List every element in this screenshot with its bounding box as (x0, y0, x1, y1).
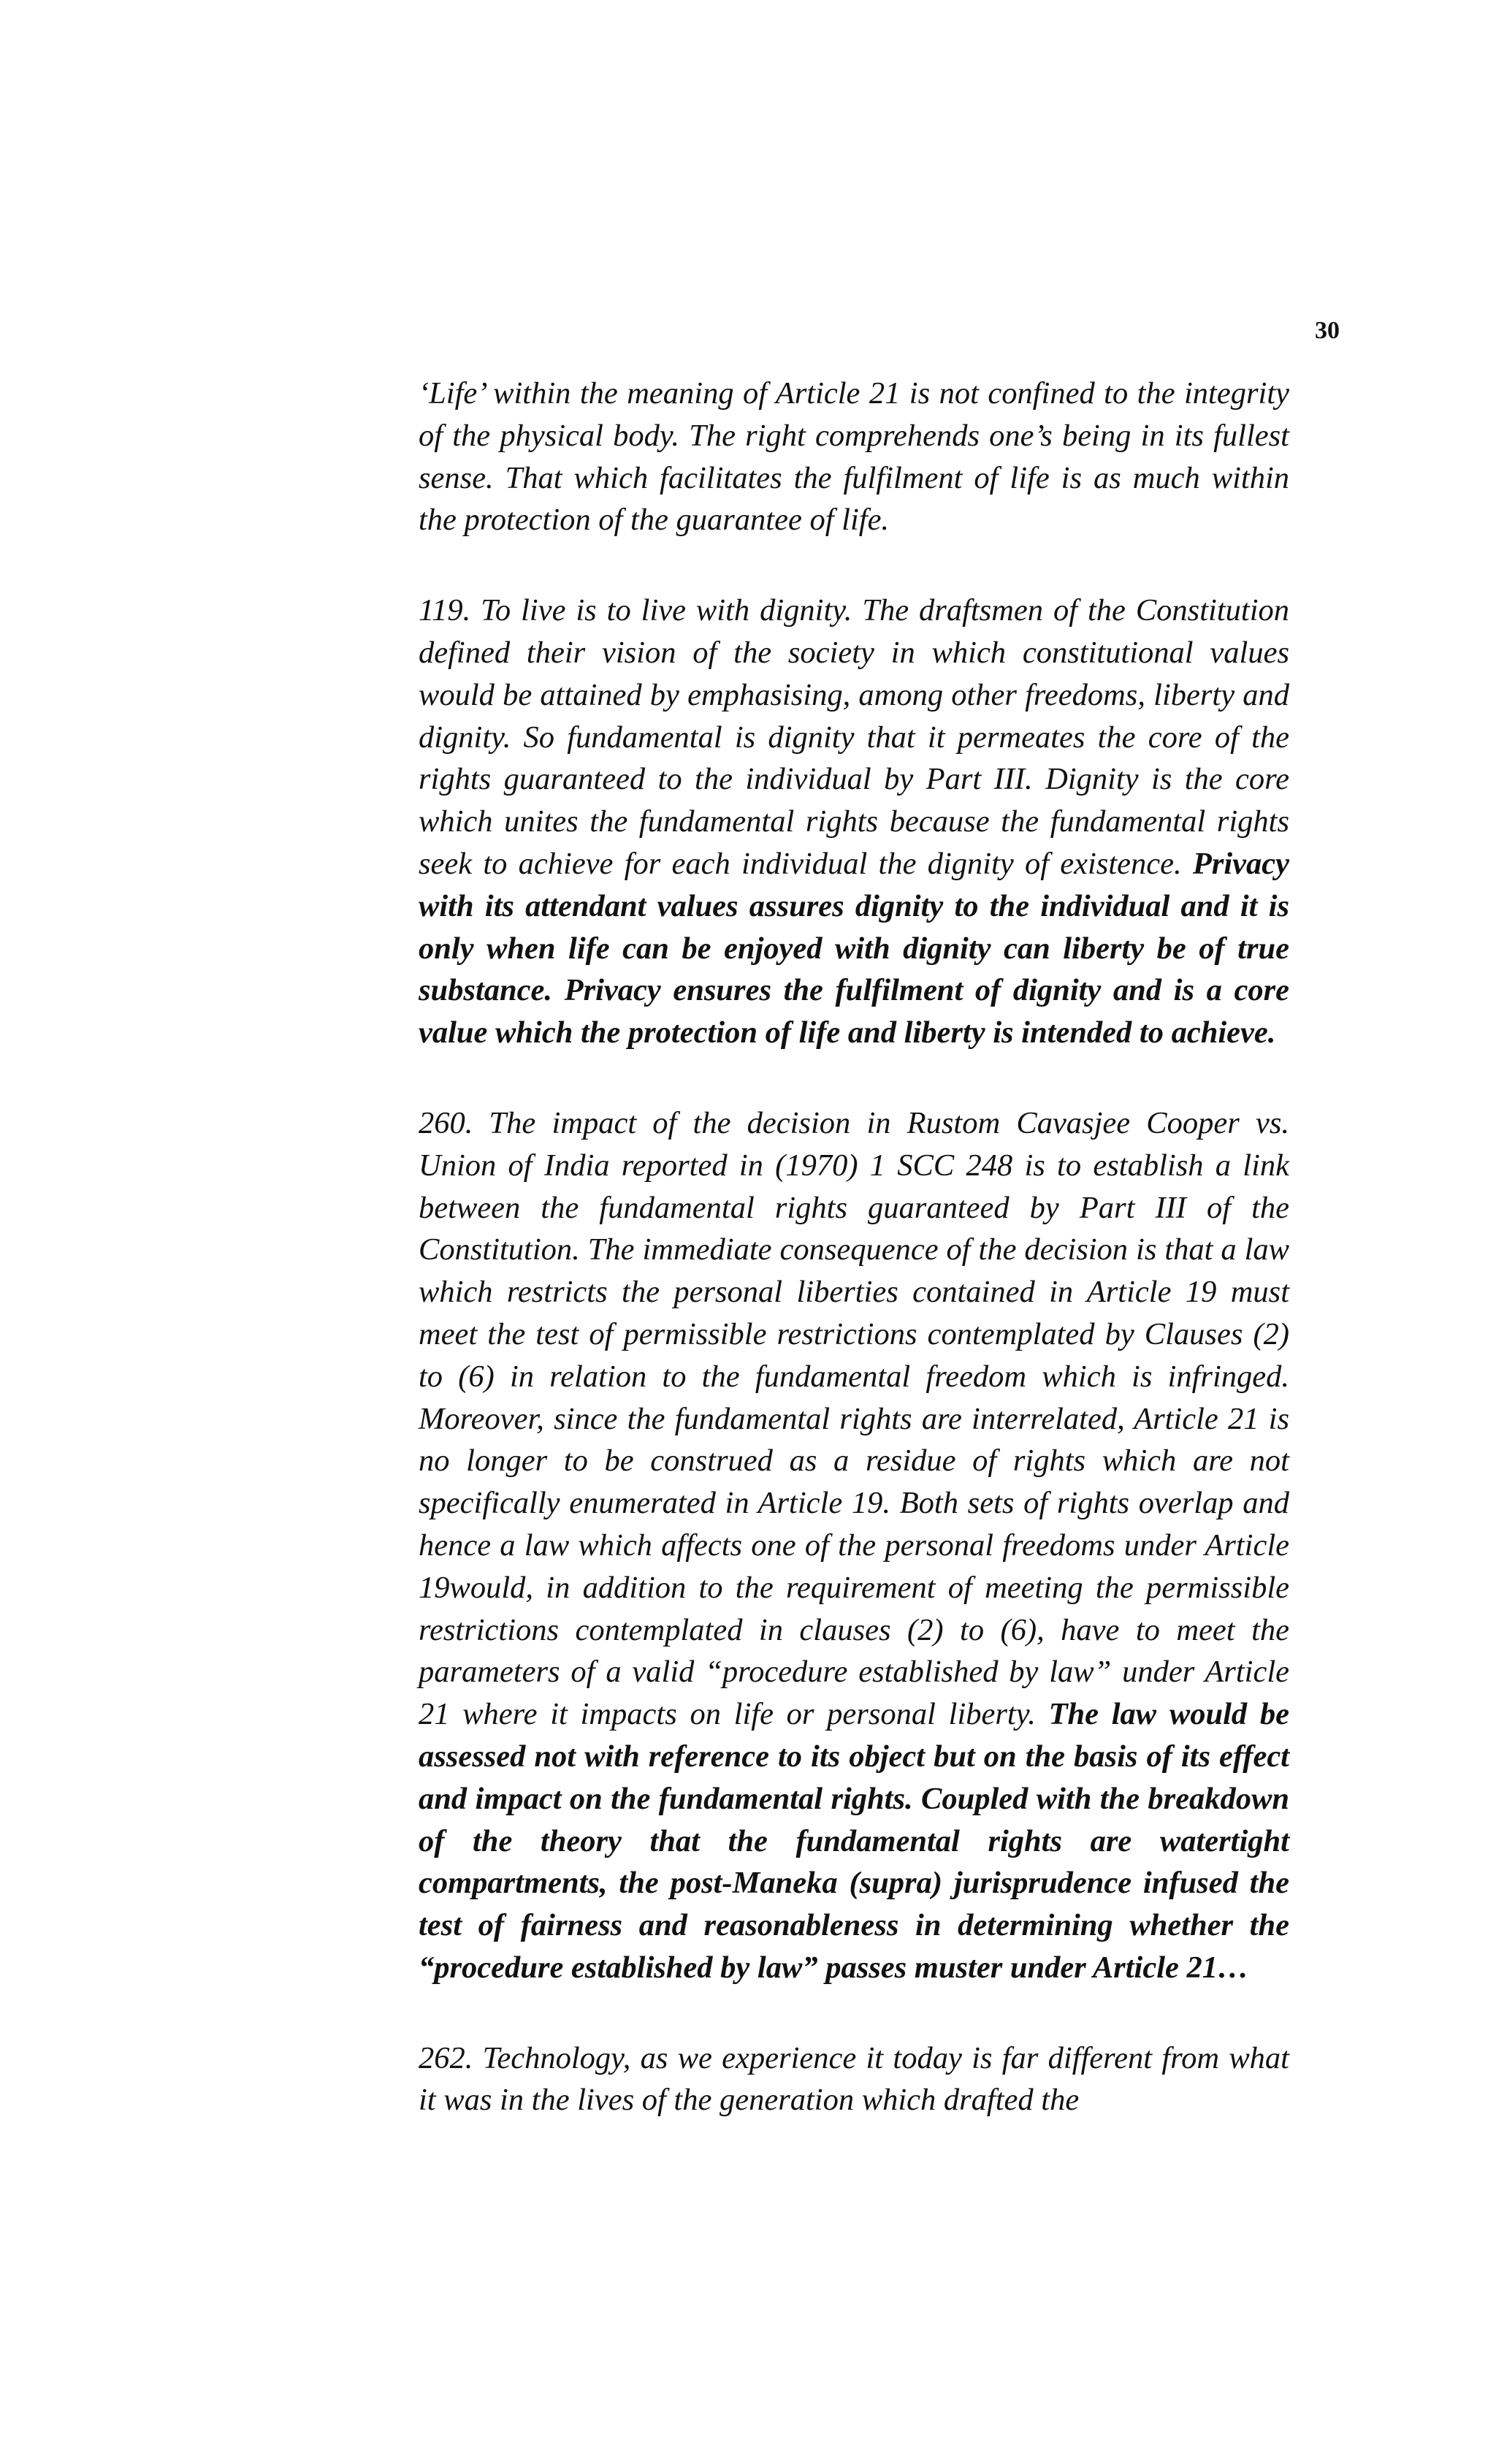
paragraph-262-technology (419, 2037, 1289, 2122)
paragraph-260-rustom-cavasjee-cooper (419, 1102, 1289, 1989)
paragraph-emphasis: Privacy with its attendant values assures dignity to the individual and it is only when life can be enjoyed with dignity can liberty be of true substance. Privacy ensures the fulfilment of dignity and is a core value which the protection of life and liberty is intended to achieve. (419, 846, 1289, 1050)
paragraph-text: 260. The impact of the decision in Rustom Cavasjee Cooper vs. Union of India reported in (1970) 1 SCC 248 is to establish a link between the fundamental rights guaranteed by Part III of the Constitution. The immediate consequence of the decision is that a law which restricts the personal liberties contained in Article 19 must meet the test of permissible restrictions contemplated by Clauses (2) to (6) in relation to the fundamental freedom which is infringed. Moreover, since the fundamental rights are interrelated, Article 21 is no longer to be construed as a residue of rights which are not specifically enumerated in Article 19. Both sets of rights overlap and hence a law which affects one of the personal freedoms under Article 19would, in addition to the requirement of meeting the permissible restrictions contemplated in clauses (2) to (6), have to meet the parameters of a valid “procedure established by law” under Article 21 where it impacts on life or personal liberty. (419, 1105, 1289, 1732)
page-number: 30 (1315, 317, 1340, 344)
paragraph-text: 262. Technology, as we experience it today is far different from what it was in the lives of the generation which drafted the (419, 2040, 1289, 2118)
paragraph-119-dignity (419, 590, 1289, 1054)
document-body (419, 373, 1289, 2170)
paragraph-text: ‘Life’ within the meaning of Article 21 is not confined to the integrity of the physical body. The right comprehends one’s being in its fullest sense. That which facilitates the fulfilment of life is as much within the protection of the guarantee of life. (419, 376, 1289, 538)
paragraph-emphasis: The law would be assessed not with reference to its object but on the basis of its effect and impact on the fundamental rights. Coupled with the breakdown of the theory that the fundamental rights are watertight compartments, the post-Maneka (supra) jurisprudence infused the test of fairness and reasonableness in determining whether the “procedure established by law” passes muster under Article 21… (419, 1697, 1289, 1985)
paragraph-life-article-21 (419, 373, 1289, 541)
paragraph-text: 119. To live is to live with dignity. The draftsmen of the Constitution defined their vision of the society in which constitutional values would be attained by emphasising, among other freedoms, liberty and dignity. So fundamental is dignity that it permeates the core of the rights guaranteed to the individual by Part III. Dignity is the core which unites the fundamental rights because the fundamental rights seek to achieve for each individual the dignity of existence. (419, 593, 1289, 881)
